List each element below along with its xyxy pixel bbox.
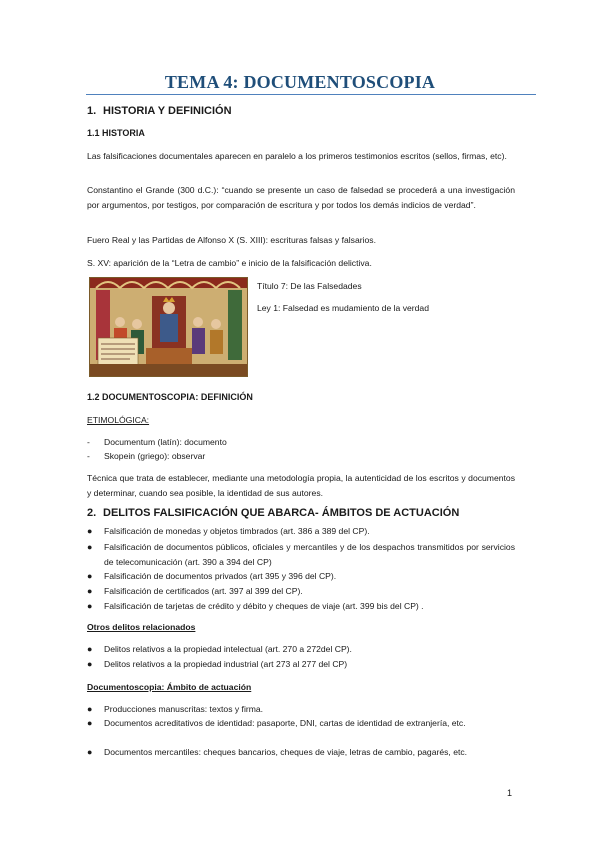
paragraph-constantino: Constantino el Grande (300 d.C.): “cuando se presente un caso de falsedad se procederá a una investigación por argumentos, por testigos, por comparación de escritura y por todos los demás indicios de verdad”. [87, 185, 515, 210]
section-1-heading [87, 105, 232, 117]
section-2-heading [87, 507, 459, 519]
paragraph-letra-de-cambio: S. XV: aparición de la “Letra de cambio” e inicio de la falsificación delictiva. [87, 258, 372, 268]
list-item: ● Delitos relativos a la propiedad intelectual (art. 270 a 272del CP). [87, 644, 352, 654]
list-item: ● Falsificación de documentos privados (art 395 y 396 del CP). [87, 571, 337, 581]
otros-delitos-heading: Otros delitos relacionados [87, 622, 196, 632]
paragraph-fuero-real: Fuero Real y las Partidas de Alfonso X (S. XIII): escrituras falsas y falsarios. [87, 235, 376, 245]
title-rule [86, 94, 536, 95]
etymology-item-documentum: Documentum (latín): documento [104, 437, 227, 447]
etimologica-label: ETIMOLÓGICA: [87, 415, 150, 425]
paragraph-definicion: Técnica que trata de establecer, mediante una metodología propia, la autenticidad de los escritos y documentos y determinar, cuando sea posible, la identidad de sus autores. [87, 473, 515, 498]
section-2-number: 2. [87, 507, 97, 519]
medieval-miniature-image [89, 277, 248, 377]
document-title: TEMA 4: DOCUMENTOSCOPIA [164, 72, 436, 92]
list-item: ● Falsificación de monedas y objetos timbrados (art. 386 a 389 del CP). [87, 526, 370, 536]
subsection-definicion-heading: 1.2 DOCUMENTOSCOPIA: DEFINICIÓN [87, 392, 253, 402]
list-item: ● Documentos mercantiles: cheques bancarios, cheques de viaje, letras de cambio, pagarés, etc. [87, 747, 468, 757]
section-1-number: 1. [87, 105, 97, 117]
list-item: ● Falsificación de certificados (art. 397 al 399 del CP). [87, 586, 303, 596]
ley-1-text: Ley 1: Falsedad es mudamiento de la verdad [257, 303, 429, 313]
list-item: ● Falsificación de documentos públicos, oficiales y mercantiles y de los despachos transmitidos por servicios de telecomunicación (art. 390 a 394 del CP) [87, 542, 515, 567]
subsection-historia-heading: 1.1 HISTORIA [87, 128, 145, 138]
etymology-item-skopein: Skopein (griego): observar [104, 451, 206, 461]
list-item: ● Falsificación de tarjetas de crédito y débito y cheques de viaje (art. 399 bis del CP) . [87, 601, 424, 611]
paragraph-falsificaciones: Las falsificaciones documentales aparecen en paralelo a los primeros testimonios escritos (sellos, firmas, etc). [87, 151, 507, 161]
section-2-title: DELITOS FALSIFICACIÓN QUE ABARCA- ÁMBITOS DE ACTUACIÓN [103, 507, 460, 519]
section-1-title: HISTORIA Y DEFINICIÓN [103, 105, 232, 117]
ambito-actuacion-heading: Documentoscopia: Ámbito de actuación [87, 682, 252, 692]
list-item: ● Documentos acreditativos de identidad: pasaporte, DNI, cartas de identidad de extranjería, etc. [87, 718, 466, 728]
document-page: TEMA 4: DOCUMENTOSCOPIA 1. HISTORIA Y DEFINICIÓN 1.1 HISTORIA Las falsificaciones documentales aparecen en paralelo a los primeros testimonios escritos (sellos, firmas, etc). Constantino el Grande (300 d.C.): “cuando se presente un caso de falsedad se procederá a una investigación por argumentos, por testigos, por comparación de escritura y por todos los demás indicios de verdad”. Fuero Real y las Partidas de Alfonso X (S. XIII): escrituras falsas y falsarios. S. XV: aparición de la “Letra de cambio” e inicio de la falsificación delictiva. Título 7: De las Falsedades Ley 1: Falsedad es mudamiento de la verdad 1.2 DOCUMENTOSCOPIA: DEFINICIÓN ETIMOLÓGICA: - Documentum (latín): documento - Skopein (griego): observar Técnica que trata de establecer, mediante una metodología propia, la autenticidad de los escritos y documentos y determinar, cuando sea posible, la identidad de sus autores. 2. DELITOS FALSIFICACIÓN QUE ABARCA- ÁMBITOS DE ACTUACIÓN ● Falsificación de monedas y objetos timbrados (art. 386 a 389 del CP). ● Falsificación de documentos públicos, oficiales y mercantiles y de los despachos transmitidos por servicios de telecomunicación (art. 390 a 394 del CP) ● Falsificación de documentos privados (art 395 y 396 del CP). ● Falsificación de certificados (art. 397 al 399 del CP). ● Falsificación de tarjetas de crédito y débito y cheques de viaje (art. 399 bis del CP) . Otros delitos relacionados ● Delitos relativos a la propiedad intelectual (art. 270 a 272del CP). ● Delitos relativos a la propiedad industrial (art 273 al 277 del CP) Documentoscopia: Ámbito de actuación ● Producciones manuscritas: textos y firma. ● Documentos acreditativos de identidad: pasaporte, DNI, cartas de identidad de extranjería, etc. ● Documentos mercantiles: cheques bancarios, cheques de viaje, letras de cambio, pagarés, etc. 1 [0, 0, 600, 848]
list-item: ● Delitos relativos a la propiedad industrial (art 273 al 277 del CP) [87, 659, 348, 669]
list-item: ● Producciones manuscritas: textos y firma. [87, 704, 264, 714]
titulo-7-text: Título 7: De las Falsedades [257, 281, 362, 291]
page-number: 1 [507, 788, 513, 798]
